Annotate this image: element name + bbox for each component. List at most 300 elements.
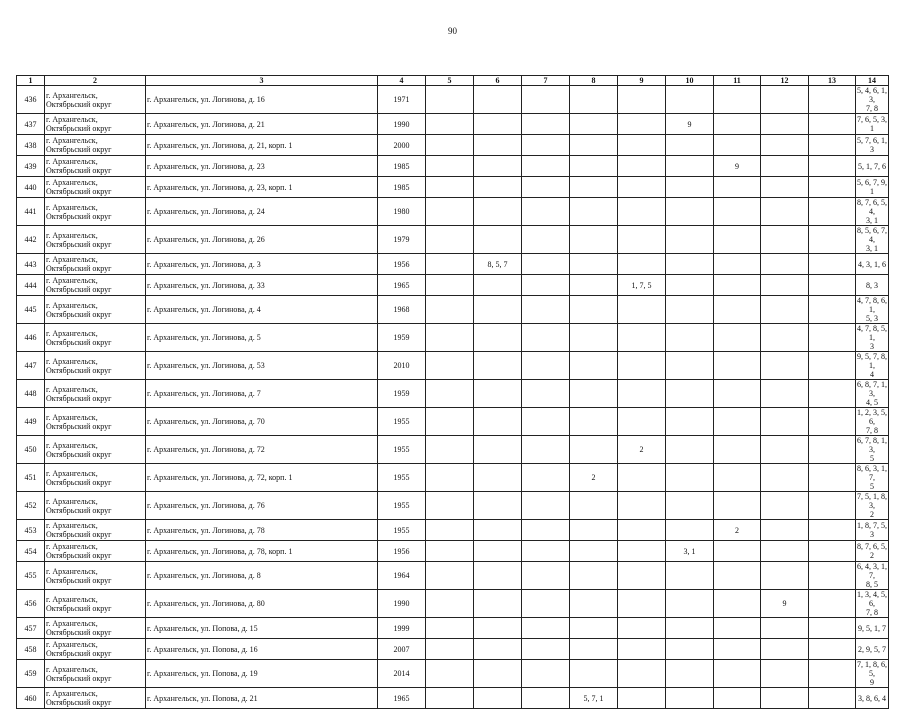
table-cell-col-14: 6, 4, 3, 1, 7, 8, 5 <box>857 562 887 589</box>
table-cell-col-13 <box>809 198 856 226</box>
table-cell-col-12 <box>761 352 809 380</box>
table-row <box>17 226 889 254</box>
table-cell-col-2: г. Архангельск, Октябрьский округ <box>45 296 146 324</box>
table-cell-col-4: 2007 <box>378 639 426 660</box>
table-cell-col-14: 5, 4, 6, 1, 3, 7, 8 <box>857 86 887 113</box>
header-row <box>17 76 889 86</box>
table-cell-col-8 <box>570 177 618 198</box>
table-row <box>17 492 889 520</box>
table-cell-col-11 <box>714 352 761 380</box>
table-cell-col-12 <box>761 275 809 296</box>
table-cell-col-10 <box>666 226 714 254</box>
table-cell-col-5 <box>426 275 474 296</box>
table-cell-col-11: 9 <box>714 156 761 177</box>
table-cell-col-9 <box>618 114 666 135</box>
column-header-12: 12 <box>761 76 809 86</box>
table-cell-col-7 <box>522 562 570 590</box>
table-cell-col-2: г. Архангельск, Октябрьский округ <box>45 639 146 660</box>
table-cell-col-13 <box>809 541 856 562</box>
table-cell-col-14: 5, 1, 7, 6 <box>856 156 889 177</box>
table-cell-col-12 <box>761 408 809 436</box>
table-cell-col-3: г. Архангельск, ул. Логинова, д. 21 <box>146 114 378 135</box>
table-row <box>17 639 889 660</box>
table-body <box>17 86 889 709</box>
table-cell-col-8 <box>570 562 618 590</box>
table-cell-col-12 <box>761 520 809 541</box>
table-cell-col-2: г. Архангельск, Октябрьский округ <box>45 618 146 639</box>
table-cell-col-1: 444 <box>17 275 45 296</box>
column-header-8: 8 <box>570 76 618 86</box>
table-cell-col-1: 452 <box>17 492 45 520</box>
table-cell-col-14: 6, 8, 7, 1, 3, 4, 5 <box>857 380 887 407</box>
table-cell-col-9 <box>618 324 666 352</box>
table-cell-col-4: 1955 <box>378 436 426 464</box>
table-row <box>17 380 889 408</box>
table-cell-col-4: 1955 <box>378 492 426 520</box>
table-cell-col-7 <box>522 177 570 198</box>
table-cell-col-1: 459 <box>17 660 45 688</box>
table-row <box>17 436 889 464</box>
table-cell-col-4: 1968 <box>378 296 426 324</box>
table-cell-col-7 <box>522 618 570 639</box>
table-cell-col-1: 457 <box>17 618 45 639</box>
table-cell-col-4: 1959 <box>378 380 426 408</box>
table-row <box>17 590 889 618</box>
table-cell-col-1: 439 <box>17 156 45 177</box>
table-cell-col-5 <box>426 324 474 352</box>
table-cell-col-3: г. Архангельск, ул. Логинова, д. 5 <box>146 324 378 352</box>
table-cell-col-6 <box>474 618 522 639</box>
table-row <box>17 408 889 436</box>
table-cell-col-3: г. Архангельск, ул. Логинова, д. 26 <box>146 226 378 254</box>
table-cell-col-2: г. Архангельск, Октябрьский округ <box>45 156 146 177</box>
table-cell-col-8 <box>570 380 618 408</box>
table-cell-col-14: 7, 5, 1, 8, 3, 2 <box>857 492 887 519</box>
table-cell-col-5 <box>426 177 474 198</box>
table-cell-col-2: г. Архангельск, Октябрьский округ <box>45 520 146 541</box>
table-cell-col-8 <box>570 618 618 639</box>
table-cell-col-11 <box>714 639 761 660</box>
table-cell-col-2: г. Архангельск, Октябрьский округ <box>45 226 146 254</box>
table-cell-col-3: г. Архангельск, ул. Логинова, д. 24 <box>146 198 378 226</box>
table-cell-col-3: г. Архангельск, ул. Логинова, д. 76 <box>146 492 378 520</box>
table-cell-col-14: 7, 6, 5, 3, 1 <box>857 115 887 133</box>
column-header-5: 5 <box>426 76 474 86</box>
table-cell-col-9 <box>618 562 666 590</box>
table-cell-col-4: 1955 <box>378 520 426 541</box>
table-cell-col-1: 442 <box>17 226 45 254</box>
table-cell-col-13 <box>809 436 856 464</box>
table-cell-col-2: г. Архангельск, Октябрьский округ <box>45 436 146 464</box>
table-cell-col-5 <box>426 590 474 618</box>
table-cell-col-6 <box>474 135 522 156</box>
table-cell-col-10 <box>666 660 714 688</box>
table-cell-col-6 <box>474 562 522 590</box>
table-cell-col-8 <box>570 590 618 618</box>
table-cell-col-7 <box>522 198 570 226</box>
table-cell-col-9 <box>618 254 666 275</box>
table-cell-col-3: г. Архангельск, ул. Логинова, д. 80 <box>146 590 378 618</box>
table-cell-col-12 <box>761 135 809 156</box>
table-cell-col-12 <box>761 226 809 254</box>
table-cell-col-9 <box>618 135 666 156</box>
table-cell-col-5 <box>426 135 474 156</box>
column-header-2: 2 <box>45 76 146 86</box>
table-cell-col-2: г. Архангельск, Октябрьский округ <box>45 254 146 275</box>
table-cell-col-7 <box>522 114 570 135</box>
table-cell-col-8 <box>570 86 618 114</box>
table-cell-col-1: 453 <box>17 520 45 541</box>
table-cell-col-1: 441 <box>17 198 45 226</box>
table-cell-col-8 <box>570 408 618 436</box>
table-cell-col-7 <box>522 520 570 541</box>
table-cell-col-8 <box>570 114 618 135</box>
table-cell-col-12 <box>761 198 809 226</box>
table-cell-col-7 <box>522 492 570 520</box>
table-cell-col-5 <box>426 541 474 562</box>
table-cell-col-6 <box>474 198 522 226</box>
table-cell-col-10 <box>666 436 714 464</box>
table-cell-col-9 <box>618 618 666 639</box>
table-cell-col-9 <box>618 660 666 688</box>
table-cell-col-8: 5, 7, 1 <box>570 688 618 709</box>
table-cell-col-4: 1985 <box>378 177 426 198</box>
table-cell-col-7 <box>522 296 570 324</box>
table-cell-col-14: 4, 3, 1, 6 <box>856 254 889 275</box>
table-cell-col-11 <box>714 114 761 135</box>
table-cell-col-12 <box>761 436 809 464</box>
table-cell-col-10 <box>666 177 714 198</box>
table-cell-col-11 <box>714 464 761 492</box>
table-cell-col-4: 1965 <box>378 275 426 296</box>
table-cell-col-9 <box>618 408 666 436</box>
table-cell-col-2: г. Архангельск, Октябрьский округ <box>45 352 146 380</box>
table-cell-col-5 <box>426 639 474 660</box>
table-cell-col-3: г. Архангельск, ул. Логинова, д. 21, корп. 1 <box>146 135 378 156</box>
table-cell-col-13 <box>809 492 856 520</box>
table-cell-col-4: 1956 <box>378 254 426 275</box>
table-cell-col-6 <box>474 660 522 688</box>
table-cell-col-11 <box>714 688 761 709</box>
table-cell-col-12 <box>761 618 809 639</box>
table-cell-col-13 <box>809 464 856 492</box>
table-cell-col-14: 5, 6, 7, 9, 1 <box>857 178 887 196</box>
table-cell-col-3: г. Архангельск, ул. Попова, д. 19 <box>146 660 378 688</box>
table-cell-col-13 <box>809 688 856 709</box>
table-cell-col-5 <box>426 520 474 541</box>
table-cell-col-10 <box>666 86 714 114</box>
table-cell-col-3: г. Архангельск, ул. Логинова, д. 4 <box>146 296 378 324</box>
table-cell-col-6 <box>474 86 522 114</box>
table-cell-col-13 <box>809 562 856 590</box>
table-cell-col-3: г. Архангельск, ул. Логинова, д. 23, корп. 1 <box>146 177 378 198</box>
table-cell-col-1: 451 <box>17 464 45 492</box>
table-cell-col-4: 1985 <box>378 156 426 177</box>
table-cell-col-12 <box>761 464 809 492</box>
table-cell-col-11 <box>714 275 761 296</box>
table-cell-col-14: 8, 5, 6, 7, 4, 3, 1 <box>857 226 887 253</box>
column-header-4: 4 <box>378 76 426 86</box>
table-cell-col-1: 440 <box>17 177 45 198</box>
table-cell-col-5 <box>426 408 474 436</box>
table-cell-col-12 <box>761 324 809 352</box>
table-cell-col-11 <box>714 618 761 639</box>
table-cell-col-11 <box>714 324 761 352</box>
table-cell-col-12 <box>761 562 809 590</box>
table-cell-col-6 <box>474 156 522 177</box>
table-cell-col-10 <box>666 275 714 296</box>
table-cell-col-11: 2 <box>714 520 761 541</box>
column-header-11: 11 <box>714 76 761 86</box>
table-row <box>17 660 889 688</box>
table-cell-col-7 <box>522 86 570 114</box>
table-cell-col-1: 436 <box>17 86 45 114</box>
table-cell-col-7 <box>522 590 570 618</box>
table-cell-col-2: г. Архангельск, Октябрьский округ <box>45 324 146 352</box>
table-cell-col-13 <box>809 114 856 135</box>
table-cell-col-8 <box>570 660 618 688</box>
table-cell-col-10 <box>666 520 714 541</box>
table-cell-col-6 <box>474 275 522 296</box>
table-cell-col-14: 4, 7, 8, 5, 1, 3 <box>857 324 887 351</box>
table-cell-col-4: 1990 <box>378 114 426 135</box>
table-cell-col-8 <box>570 156 618 177</box>
table-cell-col-5 <box>426 380 474 408</box>
table-cell-col-3: г. Архангельск, ул. Логинова, д. 3 <box>146 254 378 275</box>
table-row <box>17 688 889 709</box>
table-cell-col-1: 437 <box>17 114 45 135</box>
table-cell-col-3: г. Архангельск, ул. Логинова, д. 78, корп. 1 <box>146 541 378 562</box>
table-cell-col-12 <box>761 177 809 198</box>
table-cell-col-9 <box>618 198 666 226</box>
table-cell-col-2: г. Архангельск, Октябрьский округ <box>45 688 146 709</box>
table-cell-col-1: 460 <box>17 688 45 709</box>
column-header-9: 9 <box>618 76 666 86</box>
table-cell-col-8 <box>570 436 618 464</box>
table-cell-col-14: 8, 7, 6, 5, 2 <box>857 542 887 560</box>
table-cell-col-11 <box>714 254 761 275</box>
table-cell-col-10 <box>666 156 714 177</box>
table-cell-col-5 <box>426 198 474 226</box>
table-cell-col-8 <box>570 324 618 352</box>
table-cell-col-11 <box>714 198 761 226</box>
data-table <box>16 75 889 709</box>
table-cell-col-3: г. Архангельск, ул. Логинова, д. 23 <box>146 156 378 177</box>
table-cell-col-12 <box>761 541 809 562</box>
table-cell-col-9: 2 <box>618 436 666 464</box>
table-cell-col-2: г. Архангельск, Октябрьский округ <box>45 492 146 520</box>
table-cell-col-2: г. Архангельск, Октябрьский округ <box>45 275 146 296</box>
table-cell-col-9 <box>618 177 666 198</box>
table-cell-col-14: 6, 7, 8, 1, 3, 5 <box>857 436 887 463</box>
table-cell-col-4: 1956 <box>378 541 426 562</box>
table-cell-col-11 <box>714 86 761 114</box>
table-cell-col-13 <box>809 254 856 275</box>
table-row <box>17 198 889 226</box>
page-number: 90 <box>448 26 457 36</box>
table-cell-col-10 <box>666 688 714 709</box>
table-cell-col-8 <box>570 275 618 296</box>
table-cell-col-13 <box>809 156 856 177</box>
table-cell-col-7 <box>522 688 570 709</box>
table-row <box>17 352 889 380</box>
table-cell-col-6 <box>474 324 522 352</box>
table-cell-col-10 <box>666 639 714 660</box>
table-cell-col-3: г. Архангельск, ул. Логинова, д. 72 <box>146 436 378 464</box>
table-cell-col-4: 1999 <box>378 618 426 639</box>
table-cell-col-1: 447 <box>17 352 45 380</box>
column-header-14: 14 <box>856 76 889 86</box>
table-cell-col-10 <box>666 380 714 408</box>
table-cell-col-10 <box>666 324 714 352</box>
table-cell-col-10 <box>666 408 714 436</box>
table-row <box>17 541 889 562</box>
table-cell-col-6 <box>474 380 522 408</box>
table-cell-col-8 <box>570 296 618 324</box>
table-cell-col-12 <box>761 380 809 408</box>
table-cell-col-13 <box>809 177 856 198</box>
table-cell-col-7 <box>522 541 570 562</box>
table-cell-col-13 <box>809 296 856 324</box>
table-cell-col-2: г. Архангельск, Октябрьский округ <box>45 660 146 688</box>
table-cell-col-7 <box>522 352 570 380</box>
table-cell-col-13 <box>809 639 856 660</box>
table-cell-col-6 <box>474 114 522 135</box>
table-cell-col-4: 1964 <box>378 562 426 590</box>
table-cell-col-13 <box>809 618 856 639</box>
table-cell-col-9 <box>618 352 666 380</box>
column-header-13: 13 <box>809 76 856 86</box>
table-cell-col-6 <box>474 177 522 198</box>
table-row <box>17 86 889 114</box>
table-cell-col-2: г. Архангельск, Октябрьский округ <box>45 114 146 135</box>
table-cell-col-2: г. Архангельск, Октябрьский округ <box>45 177 146 198</box>
table-cell-col-9 <box>618 156 666 177</box>
table-cell-col-12 <box>761 86 809 114</box>
table-cell-col-10 <box>666 464 714 492</box>
table-cell-col-2: г. Архангельск, Октябрьский округ <box>45 198 146 226</box>
column-header-1: 1 <box>17 76 45 86</box>
table-row <box>17 562 889 590</box>
table-cell-col-8 <box>570 492 618 520</box>
table-cell-col-5 <box>426 296 474 324</box>
table-cell-col-6 <box>474 639 522 660</box>
table-cell-col-10 <box>666 254 714 275</box>
column-header-3: 3 <box>146 76 378 86</box>
table-cell-col-9 <box>618 520 666 541</box>
table-cell-col-5 <box>426 86 474 114</box>
table-cell-col-9 <box>618 688 666 709</box>
table-row <box>17 177 889 198</box>
table-cell-col-14: 1, 8, 7, 5, 3 <box>857 521 887 539</box>
table-cell-col-13 <box>809 275 856 296</box>
table-cell-col-6 <box>474 520 522 541</box>
table-cell-col-11 <box>714 135 761 156</box>
table-row <box>17 254 889 275</box>
table-cell-col-14: 9, 5, 1, 7 <box>856 618 889 639</box>
table-cell-col-5 <box>426 114 474 135</box>
table-cell-col-12: 9 <box>761 590 809 618</box>
table-cell-col-4: 1959 <box>378 324 426 352</box>
table-cell-col-9 <box>618 541 666 562</box>
table-cell-col-8 <box>570 520 618 541</box>
table-cell-col-8 <box>570 135 618 156</box>
table-cell-col-2: г. Архангельск, Октябрьский округ <box>45 408 146 436</box>
table-cell-col-3: г. Архангельск, ул. Логинова, д. 8 <box>146 562 378 590</box>
table-cell-col-2: г. Архангельск, Октябрьский округ <box>45 464 146 492</box>
table-cell-col-12 <box>761 296 809 324</box>
table-cell-col-4: 2014 <box>378 660 426 688</box>
table-cell-col-6 <box>474 590 522 618</box>
table-cell-col-10 <box>666 590 714 618</box>
table-cell-col-3: г. Архангельск, ул. Логинова, д. 16 <box>146 86 378 114</box>
table-cell-col-2: г. Архангельск, Октябрьский округ <box>45 135 146 156</box>
table-cell-col-13 <box>809 86 856 114</box>
table-cell-col-12 <box>761 688 809 709</box>
table-cell-col-1: 458 <box>17 639 45 660</box>
table-cell-col-9 <box>618 226 666 254</box>
table-cell-col-8 <box>570 226 618 254</box>
table-cell-col-12 <box>761 114 809 135</box>
table-cell-col-13 <box>809 520 856 541</box>
table-cell-col-6 <box>474 688 522 709</box>
table-cell-col-5 <box>426 562 474 590</box>
table-cell-col-6 <box>474 492 522 520</box>
table-cell-col-3: г. Архангельск, ул. Попова, д. 21 <box>146 688 378 709</box>
table-cell-col-3: г. Архангельск, ул. Логинова, д. 70 <box>146 408 378 436</box>
table-cell-col-9: 1, 7, 5 <box>618 275 666 296</box>
table-cell-col-7 <box>522 275 570 296</box>
table-cell-col-6 <box>474 541 522 562</box>
table-cell-col-1: 449 <box>17 408 45 436</box>
column-header-10: 10 <box>666 76 714 86</box>
table-cell-col-7 <box>522 226 570 254</box>
table-cell-col-13 <box>809 135 856 156</box>
table-cell-col-11 <box>714 226 761 254</box>
table-cell-col-7 <box>522 135 570 156</box>
table-cell-col-4: 1955 <box>378 408 426 436</box>
table-cell-col-5 <box>426 660 474 688</box>
table-cell-col-9 <box>618 590 666 618</box>
table-cell-col-12 <box>761 156 809 177</box>
table-row <box>17 114 889 135</box>
table-cell-col-13 <box>809 590 856 618</box>
table-cell-col-14: 9, 5, 7, 8, 1, 4 <box>857 352 887 379</box>
table-cell-col-4: 1979 <box>378 226 426 254</box>
table-row <box>17 275 889 296</box>
table-cell-col-1: 438 <box>17 135 45 156</box>
table-cell-col-13 <box>809 380 856 408</box>
column-header-7: 7 <box>522 76 570 86</box>
table-cell-col-14: 3, 8, 6, 4 <box>856 688 889 709</box>
table-cell-col-7 <box>522 324 570 352</box>
table-cell-col-11 <box>714 590 761 618</box>
table-cell-col-8 <box>570 254 618 275</box>
table-cell-col-5 <box>426 688 474 709</box>
table-cell-col-13 <box>809 408 856 436</box>
table-cell-col-10 <box>666 562 714 590</box>
table-cell-col-14: 4, 7, 8, 6, 1, 5, 3 <box>857 296 887 323</box>
table-cell-col-1: 443 <box>17 254 45 275</box>
table-cell-col-14: 2, 9, 5, 7 <box>856 639 889 660</box>
table-cell-col-7 <box>522 156 570 177</box>
table-cell-col-5 <box>426 492 474 520</box>
table-cell-col-3: г. Архангельск, ул. Логинова, д. 72, корп. 1 <box>146 464 378 492</box>
table-cell-col-2: г. Архангельск, Октябрьский округ <box>45 86 146 114</box>
table-cell-col-7 <box>522 639 570 660</box>
table-cell-col-3: г. Архангельск, ул. Логинова, д. 78 <box>146 520 378 541</box>
table-cell-col-9 <box>618 464 666 492</box>
